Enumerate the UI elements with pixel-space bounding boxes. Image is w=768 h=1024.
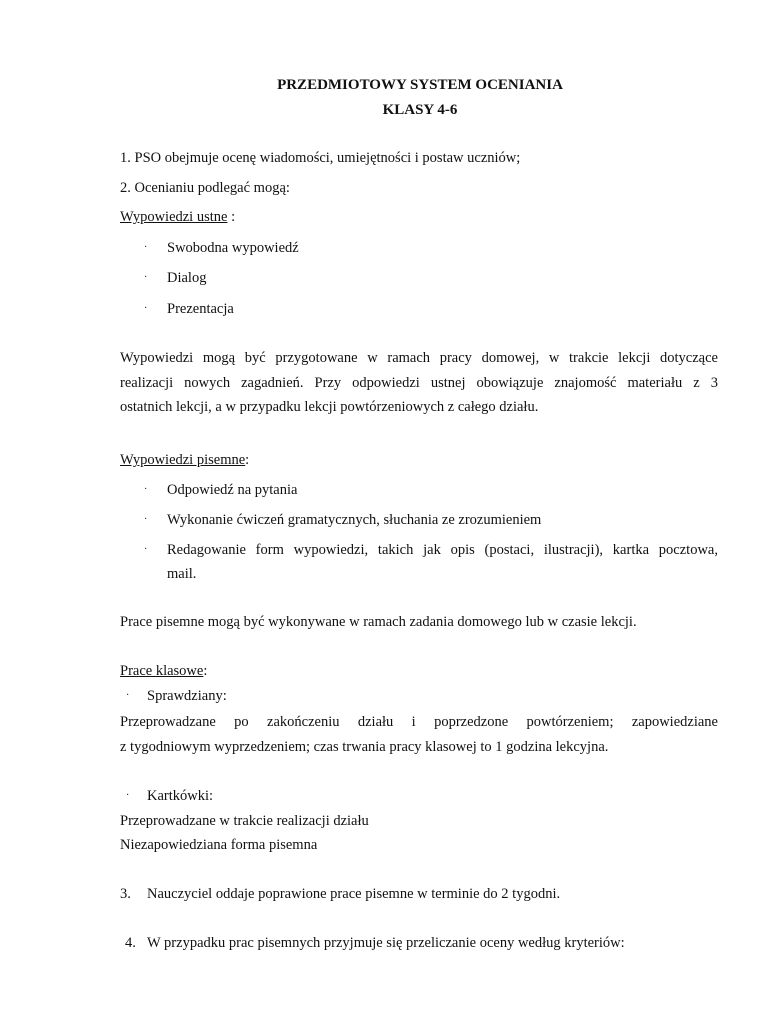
quizzes-label: Kartkówki: xyxy=(147,788,214,804)
class-work-heading-text: Prace klasowe xyxy=(120,663,204,679)
written-heading-suffix: : xyxy=(245,452,250,468)
written-item-continuation: mail. xyxy=(167,566,197,582)
oral-heading xyxy=(120,208,235,226)
bullet-icon: · xyxy=(144,484,148,495)
oral-paragraph-line: Wypowiedzi mogą być przygotowane w ramach pracy domowej, w trakcie lekcji dotyczące xyxy=(120,350,718,366)
bullet-icon: · xyxy=(126,790,130,801)
bullet-icon: · xyxy=(144,242,148,253)
written-heading-text: Wypowiedzi pisemne xyxy=(120,452,246,468)
bullet-icon: · xyxy=(144,544,148,555)
written-heading xyxy=(120,451,249,469)
quizzes-description-line: Przeprowadzane w trakcie realizacji działu xyxy=(120,813,369,829)
oral-paragraph-line: ostatnich lekcji, a w przypadku lekcji powtórzeniowych z całego działu. xyxy=(120,399,539,415)
bullet-icon: · xyxy=(144,272,148,283)
document-title: PRZEDMIOTOWY SYSTEM OCENIANIA xyxy=(277,77,563,93)
written-item: Redagowanie form wypowiedzi, takich jak opis (postaci, ilustracji), kartka pocztowa, xyxy=(167,542,718,558)
tests-label: Sprawdziany: xyxy=(147,688,227,704)
point-3: Nauczyciel oddaje poprawione prace pisemne w terminie do 2 tygodni. xyxy=(147,886,561,902)
bullet-icon: · xyxy=(144,514,148,525)
bullet-icon: · xyxy=(126,690,130,701)
point-2: 2. Ocenianiu podlegać mogą: xyxy=(120,180,290,196)
oral-heading-text: Wypowiedzi ustne xyxy=(120,209,228,225)
oral-paragraph-line: realizacji nowych zagadnień. Przy odpowiedzi ustnej obowiązuje znajomość materiału z 3 xyxy=(120,375,718,391)
tests-description-line: Przeprowadzane po zakończeniu działu i poprzedzone powtórzeniem; zapowiedziane xyxy=(120,714,718,730)
oral-item: Prezentacja xyxy=(167,301,234,317)
oral-item: Dialog xyxy=(167,270,207,286)
point-4: W przypadku prac pisemnych przyjmuje się przeliczanie oceny według kryteriów: xyxy=(147,935,625,951)
bullet-icon: · xyxy=(144,303,148,314)
written-paragraph: Prace pisemne mogą być wykonywane w ramach zadania domowego lub w czasie lekcji. xyxy=(120,614,637,630)
tests-description-line: z tygodniowym wyprzedzeniem; czas trwania pracy klasowej to 1 godzina lekcyjna. xyxy=(120,739,609,755)
written-item: Wykonanie ćwiczeń gramatycznych, słuchania ze zrozumieniem xyxy=(167,512,542,528)
written-item: Odpowiedź na pytania xyxy=(167,482,298,498)
oral-heading-suffix: : xyxy=(227,209,236,225)
oral-item: Swobodna wypowiedź xyxy=(167,240,299,256)
point-1: 1. PSO obejmuje ocenę wiadomości, umiejętności i postaw uczniów; xyxy=(120,150,521,166)
point-3-number: 3. xyxy=(120,886,131,902)
point-4-number: 4. xyxy=(125,935,136,951)
quizzes-description-line: Niezapowiedziana forma pisemna xyxy=(120,837,318,853)
document-subtitle: KLASY 4-6 xyxy=(382,102,458,118)
class-work-heading-suffix: : xyxy=(203,663,208,679)
class-work-heading xyxy=(120,662,207,680)
